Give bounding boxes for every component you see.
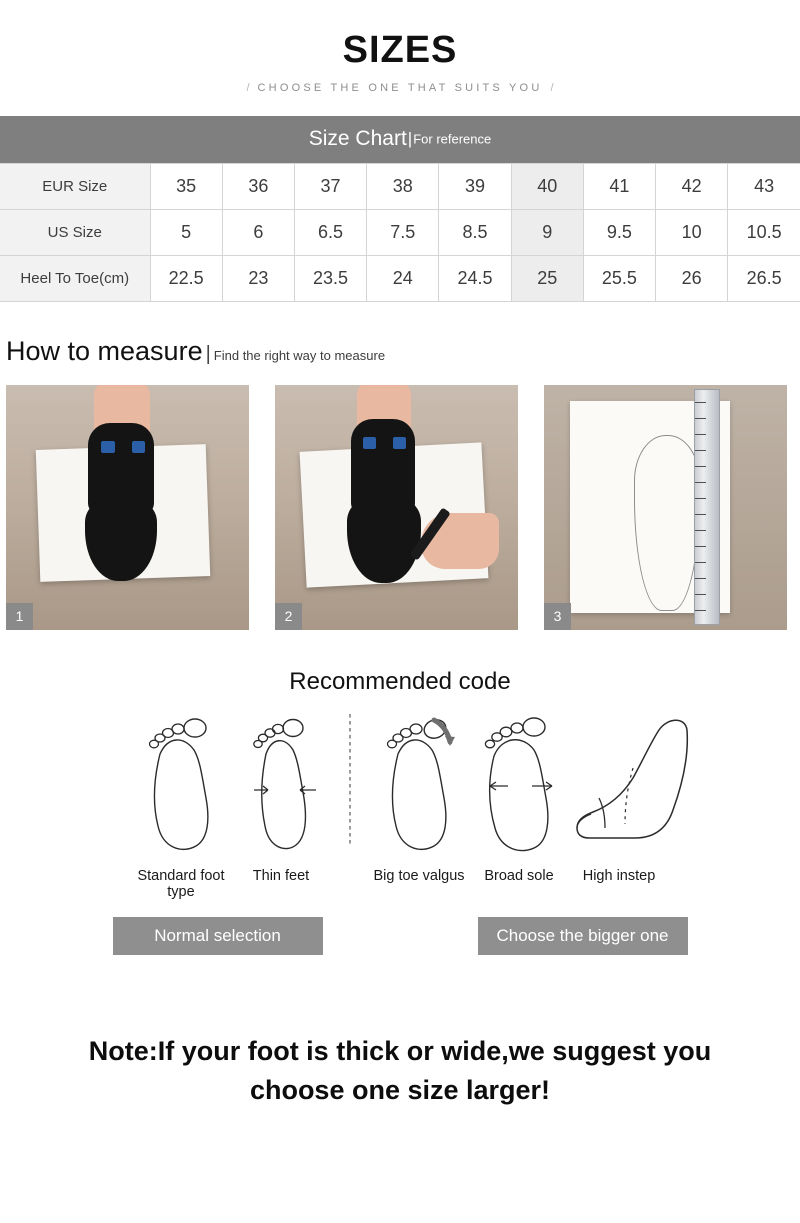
cell-us-1: 6 <box>222 209 294 255</box>
thin-feet-icon <box>238 702 324 862</box>
cell-eur-0: 35 <box>150 163 222 209</box>
cell-heel-3: 24 <box>367 255 439 301</box>
sock-logo-tag <box>363 437 376 449</box>
figure-thin-feet <box>231 702 331 885</box>
cell-eur-5: 40 <box>511 163 583 209</box>
sock-logo-tag-2 <box>132 441 145 453</box>
cell-eur-7: 42 <box>656 163 728 209</box>
size-chart-section <box>0 116 800 302</box>
figure-high-instep <box>569 702 669 885</box>
cell-eur-2: 37 <box>294 163 366 209</box>
pill-normal-selection: Normal selection <box>113 917 323 955</box>
slash-right-decoration: / <box>550 81 554 94</box>
recommended-code-section <box>0 702 800 1002</box>
recommendation-pills <box>0 917 800 955</box>
figure-standard-foot <box>131 702 231 901</box>
step-photo-1 <box>6 385 249 630</box>
figure-broad-sole <box>469 702 569 885</box>
big-toe-valgus-icon <box>376 702 462 862</box>
page-title: SIZES <box>342 29 458 71</box>
page-header <box>0 0 800 94</box>
how-to-measure-subtitle: Find the right way to measure <box>213 347 386 363</box>
size-chart-table <box>0 163 800 302</box>
cell-eur-8: 43 <box>728 163 800 209</box>
table-row <box>0 255 800 301</box>
pill-choose-bigger-one: Choose the bigger one <box>478 917 688 955</box>
figure-label-standard-foot: Standard foot type <box>137 867 225 901</box>
page-subtitle <box>0 82 800 94</box>
row-label-us: US Size <box>0 209 150 255</box>
foot-outline-drawing <box>634 435 700 611</box>
step-badge-2: 2 <box>275 603 302 630</box>
ruler <box>694 389 720 625</box>
cell-us-5: 9 <box>511 209 583 255</box>
slash-left-decoration: / <box>246 81 250 94</box>
table-row <box>0 209 800 255</box>
figure-label-high-instep: High instep <box>582 867 656 884</box>
cell-heel-5: 25 <box>511 255 583 301</box>
cell-heel-1: 23 <box>222 255 294 301</box>
step-photo-3 <box>544 385 787 630</box>
footer-note-line-1: Note:If your foot is thick or wide,we suggest you <box>88 1035 712 1066</box>
table-row <box>0 163 800 209</box>
foot-type-figures <box>0 702 800 901</box>
cell-us-3: 7.5 <box>367 209 439 255</box>
how-to-measure-title: How to measure <box>6 335 203 366</box>
size-chart-note: For reference <box>413 131 492 147</box>
section-divider <box>349 714 351 844</box>
figure-label-thin-feet: Thin feet <box>252 867 310 884</box>
cell-heel-7: 26 <box>656 255 728 301</box>
cell-eur-4: 39 <box>439 163 511 209</box>
standard-foot-icon <box>138 702 224 862</box>
row-label-heel-to-toe: Heel To Toe(cm) <box>0 255 150 301</box>
cell-heel-6: 25.5 <box>583 255 655 301</box>
high-instep-icon <box>569 702 699 862</box>
footer-note-line-2: choose one size larger! <box>249 1074 551 1105</box>
step-badge-1: 1 <box>6 603 33 630</box>
footer-note <box>0 1032 800 1110</box>
cell-us-2: 6.5 <box>294 209 366 255</box>
cell-us-7: 10 <box>656 209 728 255</box>
recommended-code-title: Recommended code <box>289 667 511 695</box>
cell-eur-6: 41 <box>583 163 655 209</box>
cell-heel-8: 26.5 <box>728 255 800 301</box>
sock-logo-tag <box>101 441 115 453</box>
size-chart-title: Size Chart <box>308 126 407 150</box>
figure-big-toe-valgus <box>369 702 469 885</box>
cell-heel-0: 22.5 <box>150 255 222 301</box>
how-to-measure-divider: | <box>205 342 211 365</box>
measure-steps <box>0 385 800 630</box>
cell-eur-1: 36 <box>222 163 294 209</box>
size-chart-divider: | <box>407 128 413 148</box>
cell-us-8: 10.5 <box>728 209 800 255</box>
cell-us-6: 9.5 <box>583 209 655 255</box>
figure-label-broad-sole: Broad sole <box>484 867 554 884</box>
cell-heel-2: 23.5 <box>294 255 366 301</box>
sock-logo-tag-2 <box>393 437 406 449</box>
size-chart-header <box>0 116 800 163</box>
step-photo-2 <box>275 385 518 630</box>
cell-us-4: 8.5 <box>439 209 511 255</box>
row-label-eur: EUR Size <box>0 163 150 209</box>
subtitle-text: CHOOSE THE ONE THAT SUITS YOU <box>257 81 543 94</box>
cell-heel-4: 24.5 <box>439 255 511 301</box>
step-badge-3: 3 <box>544 603 571 630</box>
cell-us-0: 5 <box>150 209 222 255</box>
broad-sole-icon <box>476 702 562 862</box>
cell-eur-3: 38 <box>367 163 439 209</box>
figure-label-big-toe-valgus: Big toe valgus <box>373 867 465 884</box>
how-to-measure-header <box>6 336 800 367</box>
